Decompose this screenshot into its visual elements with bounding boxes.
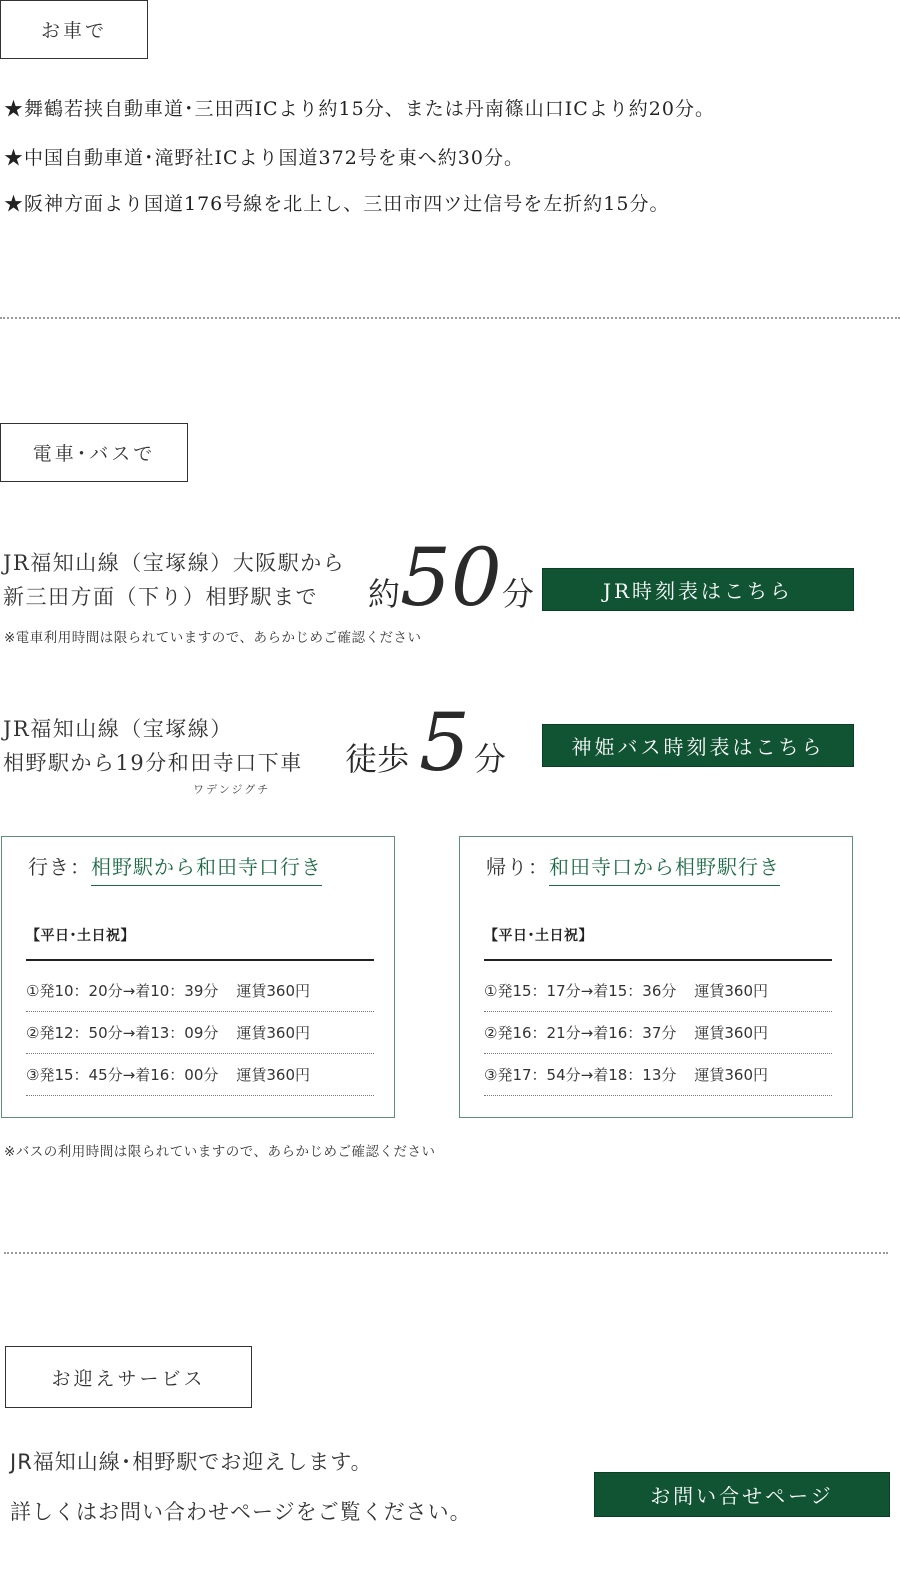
outbound-heading xyxy=(28,851,322,880)
outbound-row-time: ③発15：45分→着16：00分 xyxy=(26,1065,219,1084)
outbound-row-fare: 運賃360円 xyxy=(236,1065,311,1084)
inbound-row-time: ②発16：21分→着16：37分 xyxy=(484,1023,677,1042)
bus-route-line-2: 相野駅から19分和田寺口下車 xyxy=(3,751,303,775)
inbound-row-fare: 運賃360円 xyxy=(694,981,769,1000)
inbound-heading xyxy=(486,851,780,880)
inbound-row-fare: 運賃360円 xyxy=(694,1023,769,1042)
inbound-row xyxy=(484,1011,832,1054)
outbound-row xyxy=(26,969,374,1012)
jr-timetable-button[interactable] xyxy=(542,568,854,611)
train-bus-section-label xyxy=(0,423,188,482)
inbound-row xyxy=(484,1053,832,1096)
outbound-row-time: ②発12：50分→着13：09分 xyxy=(26,1023,219,1042)
bus-stop-reading: ワデンジグチ xyxy=(193,783,271,796)
car-section-label xyxy=(0,0,148,59)
car-section-label-text: お車で xyxy=(40,20,107,42)
bus-timetable-button[interactable] xyxy=(542,724,854,767)
outbound-row-time: ①発10：20分→着10：39分 xyxy=(26,981,219,1000)
section-divider-2 xyxy=(4,1252,888,1254)
pickup-section-label-text: お迎えサービス xyxy=(51,1367,206,1390)
outbound-days-label: 【平日･土日祝】 xyxy=(26,928,135,944)
jr-timetable-button-label: JR時刻表はこちら xyxy=(602,579,794,603)
jr-route-line-2: 新三田方面（下り）相野駅まで xyxy=(3,585,318,609)
inbound-row-time: ③発17：54分→着18：13分 xyxy=(484,1065,677,1084)
pickup-section-label xyxy=(5,1346,252,1408)
bus-duration-number: 5 xyxy=(419,696,470,789)
car-route-2: ★中国自動車道･滝野社ICより国道372号を東へ約30分。 xyxy=(4,147,524,169)
jr-duration-prefix: 約 xyxy=(368,575,401,613)
bus-timetable-button-label: 神姫バス時刻表はこちら xyxy=(571,735,825,759)
inbound-days-label: 【平日･土日祝】 xyxy=(484,928,593,944)
pickup-text-line-1: JR福知山線･相野駅でお迎えします。 xyxy=(10,1450,373,1474)
contact-page-button-label: お問い合せページ xyxy=(650,1484,834,1508)
jr-duration-suffix: 分 xyxy=(501,575,534,613)
section-divider-1 xyxy=(0,317,900,319)
outbound-row xyxy=(26,1011,374,1054)
jr-duration xyxy=(368,531,534,624)
bus-duration-suffix: 分 xyxy=(473,740,506,778)
inbound-row-fare: 運賃360円 xyxy=(694,1065,769,1084)
bus-duration xyxy=(345,696,506,789)
outbound-header-rule xyxy=(26,959,374,961)
car-route-3: ★阪神方面より国道176号線を北上し、三田市四ツ辻信号を左折約15分。 xyxy=(4,193,670,215)
jr-route-line-1: JR福知山線（宝塚線）大阪駅から xyxy=(3,551,346,575)
jr-note: ※電車利用時間は限られていますので、あらかじめご確認ください xyxy=(4,630,422,646)
inbound-timetable-box xyxy=(459,836,853,1118)
outbound-heading-destination: 相野駅から和田寺口行き xyxy=(91,855,322,886)
outbound-timetable-box xyxy=(1,836,395,1118)
inbound-heading-prefix: 帰り： xyxy=(486,855,549,879)
pickup-text-line-2: 詳しくはお問い合わせページをご覧ください。 xyxy=(10,1500,472,1524)
outbound-row-fare: 運賃360円 xyxy=(236,981,311,1000)
bus-note: ※バスの利用時間は限られていますので、あらかじめご確認ください xyxy=(4,1144,436,1160)
train-bus-section-label-text: 電車･バスで xyxy=(32,443,156,465)
outbound-row-fare: 運賃360円 xyxy=(236,1023,311,1042)
contact-page-button[interactable] xyxy=(594,1472,890,1517)
inbound-row xyxy=(484,969,832,1012)
outbound-heading-prefix: 行き： xyxy=(28,855,91,879)
inbound-heading-destination: 和田寺口から相野駅行き xyxy=(549,855,780,886)
bus-route-line-1: JR福知山線（宝塚線） xyxy=(3,717,233,741)
inbound-header-rule xyxy=(484,959,832,961)
jr-duration-number: 50 xyxy=(400,531,502,624)
bus-duration-prefix: 徒歩 xyxy=(345,740,410,778)
inbound-row-time: ①発15：17分→着15：36分 xyxy=(484,981,677,1000)
car-route-1: ★舞鶴若挟自動車道･三田西ICより約15分、または丹南篠山口ICより約20分。 xyxy=(4,98,715,120)
outbound-row xyxy=(26,1053,374,1096)
